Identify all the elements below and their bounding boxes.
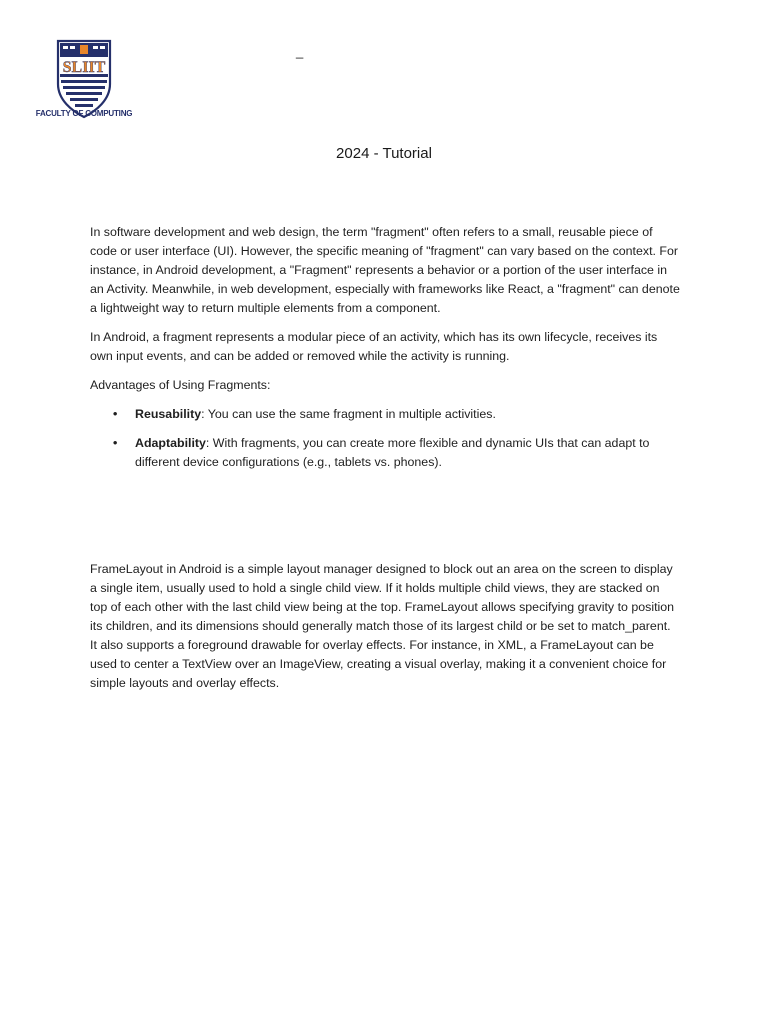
list-item [90, 434, 680, 472]
intro-paragraph-2: In Android, a fragment represents a modular piece of an activity, which has its own lifecycle, receives its own input events, and can be added or removed while the activity is running. [90, 330, 658, 363]
advantages-heading: Advantages of Using Fragments: [90, 378, 271, 392]
logo-caption: FACULTY OF COMPUTING [35, 109, 133, 118]
bullet-icon: • [113, 407, 118, 421]
intro-paragraph-1: In software development and web design, the term "fragment" often refers to a small, reusable piece of code or user interface (UI). However, the specific meaning of "fragment" can vary based on the context. For instance, in Android development, a "Fragment" represents a behavior or a portion of the user interface in an Activity. Meanwhile, in web development, especially with frameworks like React, a "fragment" can denote a lightweight way to return multiple elements from a component. [90, 225, 680, 315]
header-dash: _ [296, 44, 304, 59]
list-item [90, 405, 680, 424]
advantage-text: : You can use the same fragment in multiple activities. [201, 407, 496, 421]
framelayout-paragraph: FrameLayout in Android is a simple layout manager designed to block out an area on the screen to display a single item, usually used to hold a single child view. If it holds multiple child views, they are stacked on top of each other with the last child view being at the top. FrameLayout allows specifying gravity to position its children, and its dimensions should generally match those of its largest child or be set to match_parent. It also supports a foreground drawable for overlay effects. For instance, in XML, a FrameLayout can be used to center a TextView over an ImageView, creating a visual overlay, making it a convenient choice for simple layouts and overlay effects. [90, 562, 675, 690]
page-title: 2024 - Tutorial [336, 145, 432, 162]
sliit-logo [34, 38, 134, 120]
advantages-list [90, 405, 680, 472]
advantage-text: : With fragments, you can create more flexible and dynamic UIs that can adapt to different device configurations (e.g., tablets vs. phones). [135, 436, 650, 469]
advantage-term: Reusability [135, 407, 202, 421]
bullet-icon: • [113, 436, 118, 450]
logo-wordmark: SLIIT [62, 59, 106, 76]
advantage-term: Adaptability [135, 436, 206, 450]
intro-section [90, 223, 680, 482]
framelayout-section [90, 560, 680, 703]
